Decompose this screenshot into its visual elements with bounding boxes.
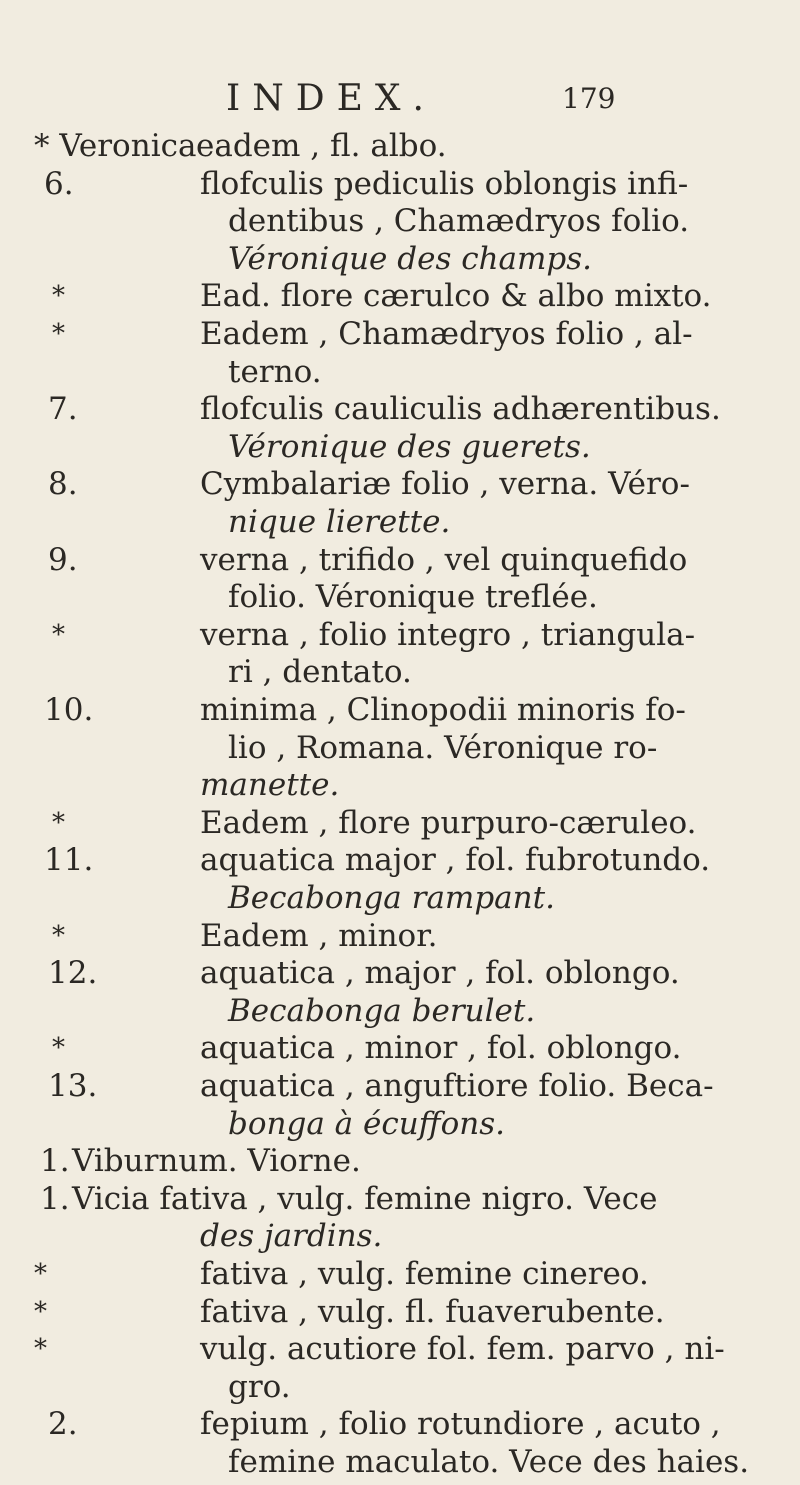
entry-marker: *: [52, 920, 65, 951]
entry-text: fepium , folio rotundiore , acuto ,: [200, 1406, 721, 1443]
index-line: [0, 201, 800, 241]
entry-text: Véronique des champs.: [228, 240, 593, 277]
index-line: [0, 464, 800, 504]
index-line: [0, 803, 800, 843]
index-line: [0, 126, 800, 166]
entry-marker: 6.: [44, 165, 74, 202]
entry-marker: 1.: [40, 1180, 70, 1217]
entry-text: verna , folio integro , triangula-: [200, 616, 696, 653]
entry-marker: * Veronica: [34, 128, 197, 164]
index-line: [0, 1404, 800, 1444]
entry-text: flofculis pediculis oblongis infi-: [200, 165, 689, 202]
entry-marker: 7.: [48, 391, 78, 428]
entry-marker: *: [52, 319, 65, 349]
entry-text: fativa , vulg. fl. fuaverubente.: [200, 1293, 665, 1330]
entry-text: Cymbalariæ folio , verna. Véro-: [200, 466, 690, 503]
index-line: [0, 765, 800, 805]
running-header: [0, 78, 800, 128]
index-line: [0, 1104, 800, 1144]
entry-marker: *: [34, 1259, 47, 1289]
entry-marker: 2.: [48, 1406, 78, 1443]
index-line: [0, 540, 800, 580]
entry-marker: *: [52, 281, 65, 312]
index-line: [0, 577, 800, 617]
entry-text: verna , trifido , vel quinquefido: [200, 541, 688, 578]
entry-marker: 10.: [44, 692, 94, 728]
entry-text: ri , dentato.: [228, 654, 412, 691]
entry-marker: 12.: [48, 955, 98, 992]
page-number: 179: [562, 82, 616, 115]
index-line: [0, 916, 800, 956]
index-line: [0, 1292, 800, 1332]
index-line: [0, 615, 800, 655]
entry-text: Ead. flore cærulco & albo mixto.: [200, 278, 712, 315]
entry-text: flofculis cauliculis adhærentibus.: [200, 391, 721, 428]
entry-marker: *: [52, 619, 65, 650]
entry-text: aquatica , anguftiore folio. Beca-: [200, 1068, 714, 1104]
index-line: [0, 1216, 800, 1256]
index-line: [0, 314, 800, 354]
entry-marker: *: [34, 1334, 47, 1365]
entry-text: aquatica major , fol. fubrotundo.: [200, 842, 711, 879]
entry-text: des jardins.: [200, 1218, 383, 1255]
entry-text: lio , Romana. Véronique ro-: [228, 729, 658, 766]
index-line: [0, 1329, 800, 1369]
entry-marker: 13.: [48, 1068, 98, 1104]
entry-marker: 8.: [48, 466, 78, 503]
entry-text: nique lierette.: [228, 504, 451, 540]
entry-marker: 9.: [48, 541, 78, 578]
index-line: [0, 239, 800, 279]
entry-text: manette.: [200, 767, 340, 804]
index-line: [0, 728, 800, 768]
index-line: [0, 1028, 800, 1068]
entry-text: femine maculato. Vece des haies.: [228, 1444, 750, 1480]
entry-text: folio. Véronique treflée.: [228, 579, 598, 616]
entry-text: Viburnum. Viorne.: [72, 1143, 361, 1180]
entry-text: gro.: [228, 1368, 291, 1405]
header-title: INDEX.: [226, 78, 436, 119]
index-line: [0, 991, 800, 1031]
index-line: [0, 427, 800, 467]
entry-text: dentibus , Chamædryos folio.: [228, 203, 690, 240]
entry-marker: *: [52, 807, 65, 838]
entry-text: Eadem , flore purpuro-cæruleo.: [200, 804, 697, 841]
index-line: [0, 1179, 800, 1219]
entry-text: Véronique des guerets.: [228, 428, 591, 465]
index-line: [0, 276, 800, 316]
entry-marker: *: [52, 1033, 65, 1064]
index-line: [0, 164, 800, 204]
index-line: [0, 840, 800, 880]
index-line: [0, 1141, 800, 1181]
index-line: [0, 1367, 800, 1407]
index-line: [0, 1254, 800, 1294]
entry-text: Becabonga berulet.: [228, 992, 536, 1029]
index-line: [0, 652, 800, 692]
index-line: [0, 1066, 800, 1106]
entry-text: bonga à écuffons.: [228, 1105, 506, 1142]
entry-text: vulg. acutiore fol. fem. parvo , ni-: [200, 1331, 725, 1368]
index-line: [0, 502, 800, 542]
entry-text: eadem , fl. albo.: [196, 128, 447, 164]
entry-text: fativa , vulg. femine cinereo.: [200, 1256, 649, 1292]
entry-marker: *: [34, 1296, 47, 1327]
index-line: [0, 878, 800, 918]
index-line: [0, 389, 800, 429]
entry-text: Eadem , minor.: [200, 917, 438, 954]
index-line: [0, 690, 800, 730]
entry-text: Vicia fativa , vulg. femine nigro. Vece: [72, 1180, 658, 1217]
entry-text: aquatica , major , fol. oblongo.: [200, 955, 680, 992]
entry-text: Eadem , Chamædryos folio , al-: [200, 316, 693, 352]
entry-text: minima , Clinopodii minoris fo-: [200, 692, 686, 728]
entry-marker: 11.: [44, 842, 94, 879]
entry-text: aquatica , minor , fol. oblongo.: [200, 1030, 682, 1067]
index-line: [0, 352, 800, 392]
index-line: [0, 953, 800, 993]
entry-marker: 1.: [40, 1143, 70, 1180]
entry-text: terno.: [228, 353, 322, 390]
index-line: [0, 1442, 800, 1482]
entry-text: Becabonga rampant.: [228, 880, 555, 916]
